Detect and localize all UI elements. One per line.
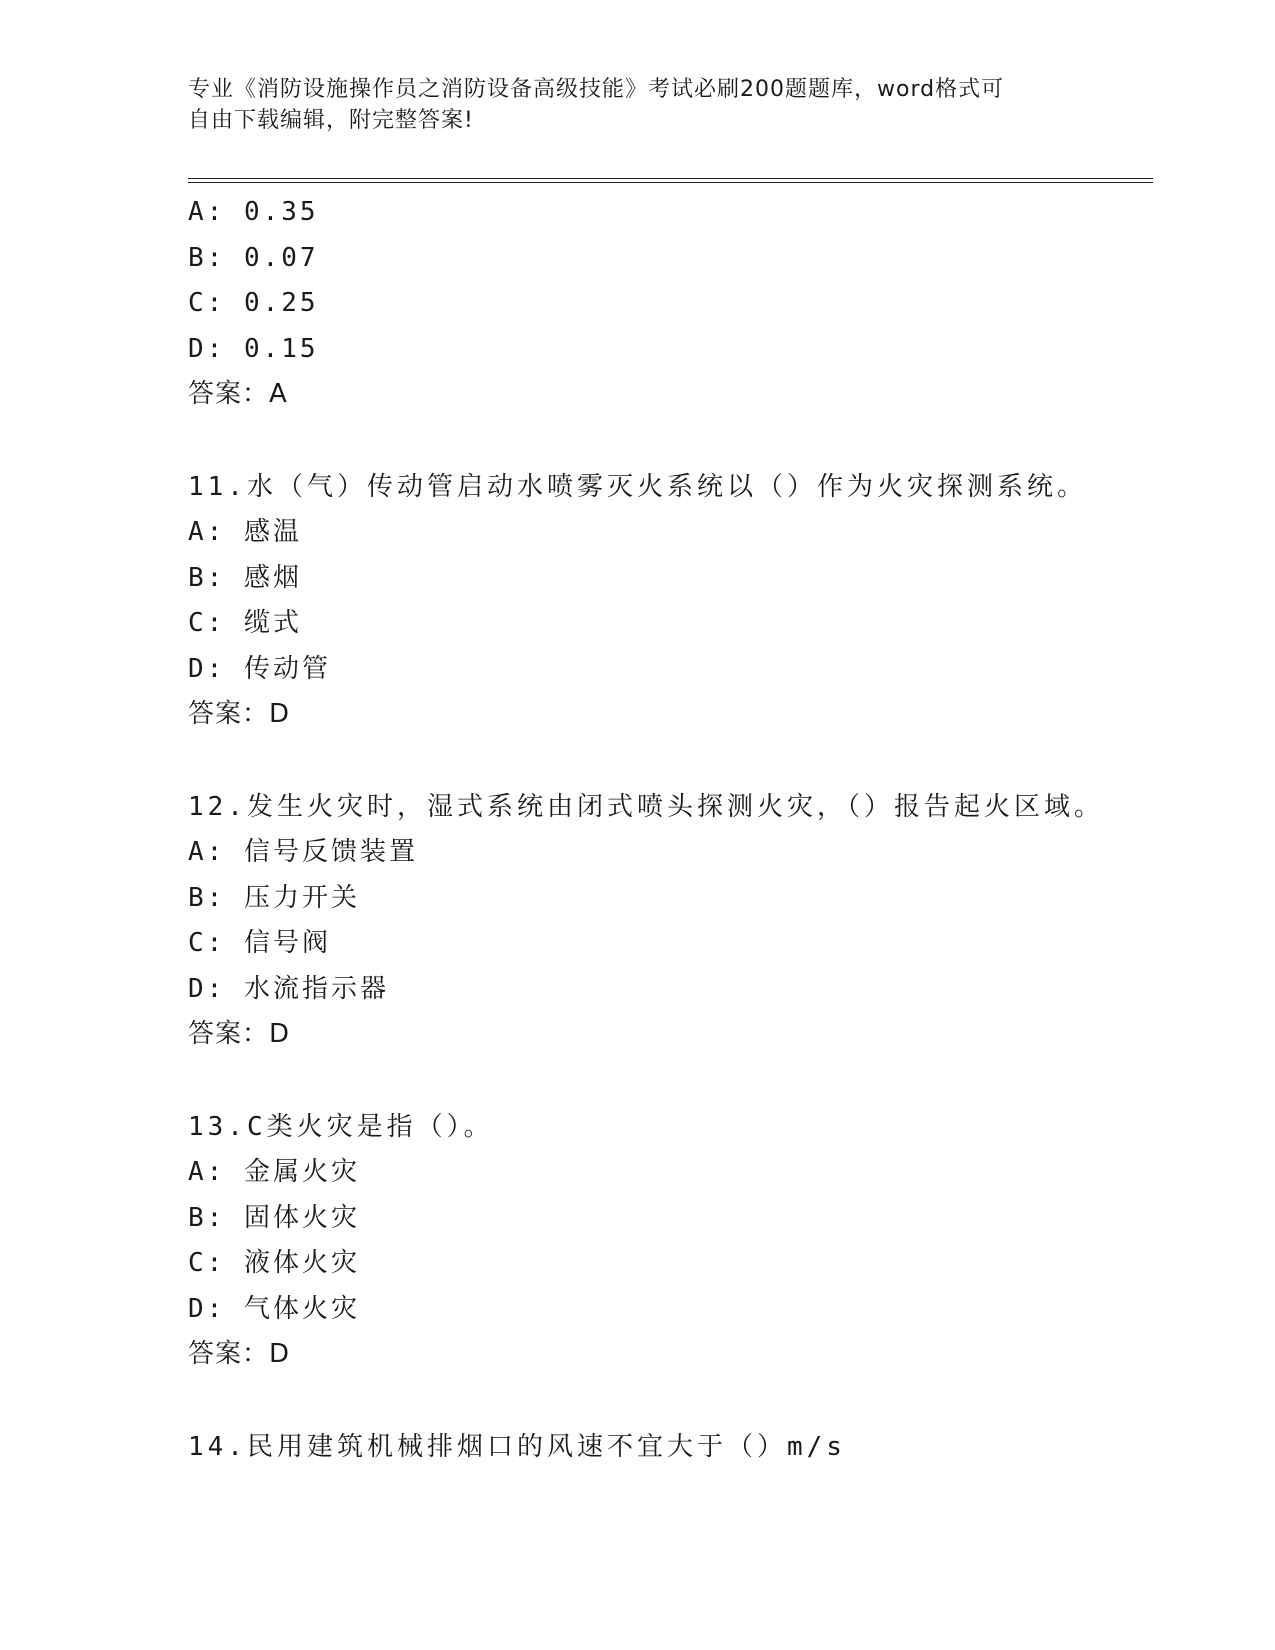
option-a: A: 感温 xyxy=(188,517,302,547)
question-block-11 xyxy=(188,465,1148,738)
question-block-13 xyxy=(188,1105,1148,1378)
option-b: B: 固体火灾 xyxy=(188,1202,360,1233)
option-c: C: 0.25 xyxy=(188,288,319,318)
option-c: C: 信号阀 xyxy=(188,928,331,958)
question-block-10 xyxy=(188,190,1148,418)
question-block-14 xyxy=(188,1425,1148,1471)
option-d: D: 0.15 xyxy=(188,333,319,364)
header-line-1: 专业《消防设施操作员之消防设备高级技能》考试必刷200题题库，word格式可 xyxy=(188,77,1005,102)
option-d: D: 水流指示器 xyxy=(188,973,389,1004)
option-a: A: 金属火灾 xyxy=(188,1157,360,1187)
header-line-2: 自由下载编辑，附完整答案! xyxy=(188,108,474,133)
answer-line: 答案：D xyxy=(188,1019,291,1049)
question-text: 11.水（气）传动管启动水喷雾灭火系统以（）作为火灾探测系统。 xyxy=(188,471,1087,502)
answer-line: 答案：A xyxy=(188,379,288,409)
option-c: C: 液体火灾 xyxy=(188,1248,360,1278)
question-text: 13.C类火灾是指（）。 xyxy=(188,1111,494,1142)
question-text: 14.民用建筑机械排烟口的风速不宜大于（）m/s xyxy=(188,1431,846,1462)
option-b: B: 压力开关 xyxy=(188,882,360,913)
question-block-12 xyxy=(188,785,1148,1058)
option-d: D: 气体火灾 xyxy=(188,1293,360,1324)
header-divider-bottom xyxy=(188,182,1153,183)
answer-line: 答案：D xyxy=(188,699,291,729)
header-divider-top xyxy=(188,178,1153,179)
option-b: B: 0.07 xyxy=(188,242,319,273)
option-b: B: 感烟 xyxy=(188,562,302,593)
option-a: A: 0.35 xyxy=(188,197,319,227)
question-text: 12.发生火灾时，湿式系统由闭式喷头探测火灾，（）报告起火区域。 xyxy=(188,791,1104,822)
option-d: D: 传动管 xyxy=(188,653,331,684)
answer-line: 答案：D xyxy=(188,1339,291,1369)
question-list xyxy=(188,190,1148,1470)
option-c: C: 缆式 xyxy=(188,608,302,638)
option-a: A: 信号反馈装置 xyxy=(188,837,418,867)
document-header xyxy=(188,74,1068,136)
